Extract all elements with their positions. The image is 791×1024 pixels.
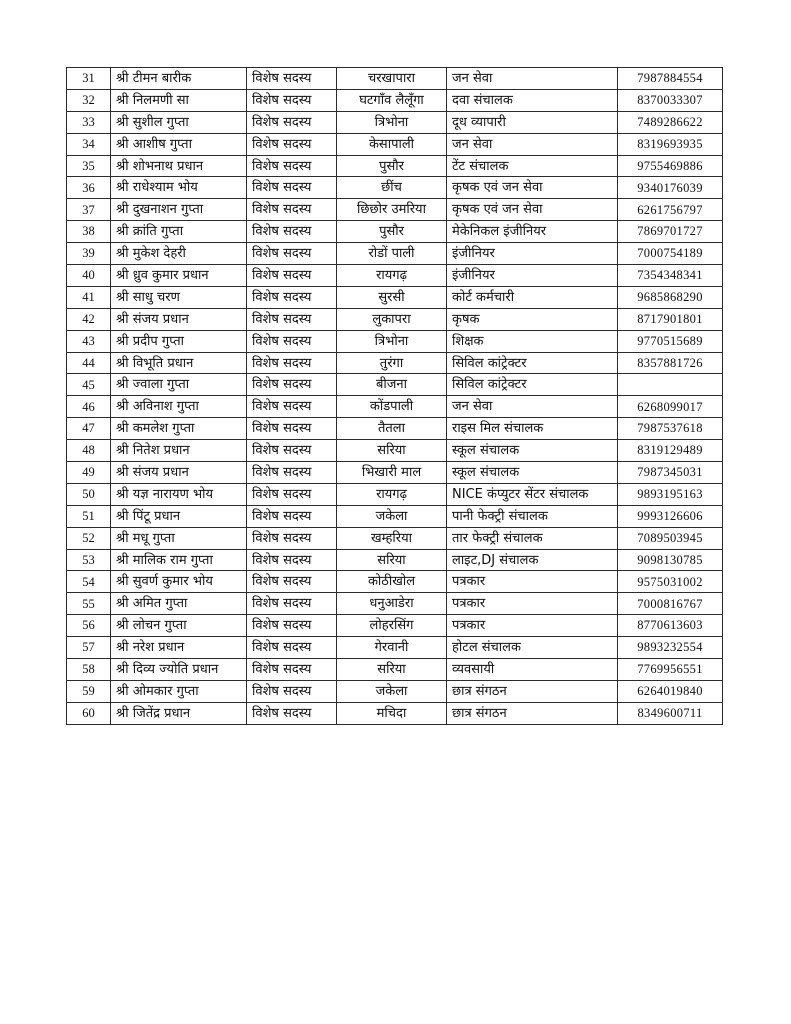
- cell-place: सरिया: [337, 659, 447, 681]
- cell-phone-number: 9685868290: [618, 286, 723, 308]
- cell-designation: विशेष सदस्य: [247, 418, 337, 440]
- cell-member-name: श्री पिंटू प्रधान: [111, 505, 247, 527]
- cell-phone-number: 8349600711: [618, 702, 723, 724]
- cell-member-name: श्री टीमन बारीक: [111, 68, 247, 90]
- cell-member-name: श्री नितेश प्रधान: [111, 440, 247, 462]
- cell-place: छींच: [337, 177, 447, 199]
- cell-phone-number: 6261756797: [618, 199, 723, 221]
- cell-place: छिछोर उमरिया: [337, 199, 447, 221]
- cell-member-name: श्री दिव्य ज्योति प्रधान: [111, 659, 247, 681]
- cell-designation: विशेष सदस्य: [247, 89, 337, 111]
- cell-serial-number: 32: [67, 89, 111, 111]
- cell-serial-number: 43: [67, 330, 111, 352]
- cell-serial-number: 42: [67, 308, 111, 330]
- cell-member-name: श्री ध्रुव कुमार प्रधान: [111, 265, 247, 287]
- table-row: [67, 286, 723, 308]
- member-table-body: [67, 68, 723, 725]
- cell-member-name: श्री कमलेश गुप्ता: [111, 418, 247, 440]
- cell-place: सरिया: [337, 440, 447, 462]
- cell-occupation: राइस मिल संचालक: [447, 418, 618, 440]
- cell-place: जकेला: [337, 680, 447, 702]
- cell-member-name: श्री साधु चरण: [111, 286, 247, 308]
- cell-designation: विशेष सदस्य: [247, 111, 337, 133]
- cell-place: खम्हरिया: [337, 527, 447, 549]
- cell-place: पुसौर: [337, 221, 447, 243]
- table-row: [67, 199, 723, 221]
- cell-member-name: श्री लोचन गुप्ता: [111, 615, 247, 637]
- cell-place: रोडों पाली: [337, 243, 447, 265]
- cell-phone-number: 6264019840: [618, 680, 723, 702]
- cell-serial-number: 51: [67, 505, 111, 527]
- cell-designation: विशेष सदस्य: [247, 352, 337, 374]
- cell-designation: विशेष सदस्य: [247, 330, 337, 352]
- cell-designation: विशेष सदस्य: [247, 133, 337, 155]
- cell-serial-number: 58: [67, 659, 111, 681]
- cell-occupation: दवा संचालक: [447, 89, 618, 111]
- cell-serial-number: 57: [67, 637, 111, 659]
- cell-phone-number: [618, 374, 723, 396]
- cell-occupation: सिविल कांट्रेक्टर: [447, 374, 618, 396]
- table-row: [67, 111, 723, 133]
- cell-designation: विशेष सदस्य: [247, 177, 337, 199]
- cell-member-name: श्री ज्वाला गुप्ता: [111, 374, 247, 396]
- cell-designation: विशेष सदस्य: [247, 265, 337, 287]
- cell-phone-number: 7987537618: [618, 418, 723, 440]
- cell-designation: विशेष सदस्य: [247, 286, 337, 308]
- cell-phone-number: 8717901801: [618, 308, 723, 330]
- cell-serial-number: 35: [67, 155, 111, 177]
- cell-serial-number: 52: [67, 527, 111, 549]
- cell-serial-number: 47: [67, 418, 111, 440]
- table-row: [67, 243, 723, 265]
- cell-phone-number: 7987345031: [618, 462, 723, 484]
- table-row: [67, 505, 723, 527]
- cell-occupation: पत्रकार: [447, 571, 618, 593]
- cell-designation: विशेष सदस्य: [247, 483, 337, 505]
- cell-serial-number: 49: [67, 462, 111, 484]
- table-row: [67, 637, 723, 659]
- cell-member-name: श्री दुखनाशन गुप्ता: [111, 199, 247, 221]
- cell-place: लुकापरा: [337, 308, 447, 330]
- cell-place: केसापाली: [337, 133, 447, 155]
- cell-designation: विशेष सदस्य: [247, 462, 337, 484]
- table-row: [67, 615, 723, 637]
- table-row: [67, 352, 723, 374]
- table-row: [67, 440, 723, 462]
- cell-occupation: स्कूल संचालक: [447, 462, 618, 484]
- cell-serial-number: 54: [67, 571, 111, 593]
- cell-phone-number: 8370033307: [618, 89, 723, 111]
- cell-phone-number: 7489286622: [618, 111, 723, 133]
- cell-phone-number: 7769956551: [618, 659, 723, 681]
- table-row: [67, 527, 723, 549]
- cell-place: रायगढ़: [337, 265, 447, 287]
- cell-phone-number: 6268099017: [618, 396, 723, 418]
- cell-designation: विशेष सदस्य: [247, 308, 337, 330]
- cell-occupation: तार फेक्ट्री संचालक: [447, 527, 618, 549]
- cell-phone-number: 7089503945: [618, 527, 723, 549]
- cell-occupation: पत्रकार: [447, 615, 618, 637]
- cell-designation: विशेष सदस्य: [247, 374, 337, 396]
- cell-phone-number: 9893195163: [618, 483, 723, 505]
- cell-occupation: इंजीनियर: [447, 265, 618, 287]
- cell-member-name: श्री प्रदीप गुप्ता: [111, 330, 247, 352]
- cell-place: बीजना: [337, 374, 447, 396]
- cell-designation: विशेष सदस्य: [247, 155, 337, 177]
- cell-designation: विशेष सदस्य: [247, 571, 337, 593]
- cell-designation: विशेष सदस्य: [247, 680, 337, 702]
- table-row: [67, 89, 723, 111]
- cell-occupation: छात्र संगठन: [447, 702, 618, 724]
- cell-place: कोठीखोल: [337, 571, 447, 593]
- cell-member-name: श्री यज्ञ नारायण भोय: [111, 483, 247, 505]
- table-row: [67, 221, 723, 243]
- table-row: [67, 308, 723, 330]
- cell-phone-number: 9893232554: [618, 637, 723, 659]
- cell-place: पुसौर: [337, 155, 447, 177]
- cell-phone-number: 8319693935: [618, 133, 723, 155]
- cell-serial-number: 34: [67, 133, 111, 155]
- cell-serial-number: 41: [67, 286, 111, 308]
- cell-member-name: श्री निलमणी सा: [111, 89, 247, 111]
- cell-member-name: श्री मधू गुप्ता: [111, 527, 247, 549]
- cell-serial-number: 39: [67, 243, 111, 265]
- cell-occupation: व्यवसायी: [447, 659, 618, 681]
- cell-occupation: कोर्ट कर्मचारी: [447, 286, 618, 308]
- table-row: [67, 462, 723, 484]
- table-row: [67, 483, 723, 505]
- cell-occupation: कृषक एवं जन सेवा: [447, 177, 618, 199]
- table-row: [67, 593, 723, 615]
- cell-place: तैतला: [337, 418, 447, 440]
- cell-serial-number: 59: [67, 680, 111, 702]
- cell-member-name: श्री संजय प्रधान: [111, 308, 247, 330]
- cell-designation: विशेष सदस्य: [247, 505, 337, 527]
- cell-occupation: मेकेनिकल इंजीनियर: [447, 221, 618, 243]
- cell-member-name: श्री राधेश्याम भोय: [111, 177, 247, 199]
- cell-serial-number: 37: [67, 199, 111, 221]
- cell-occupation: पत्रकार: [447, 593, 618, 615]
- cell-member-name: श्री शोभनाथ प्रधान: [111, 155, 247, 177]
- cell-place: गेरवानी: [337, 637, 447, 659]
- cell-occupation: टेंट संचालक: [447, 155, 618, 177]
- cell-designation: विशेष सदस्य: [247, 199, 337, 221]
- cell-phone-number: 9098130785: [618, 549, 723, 571]
- cell-serial-number: 48: [67, 440, 111, 462]
- cell-place: कोंडपाली: [337, 396, 447, 418]
- cell-place: जकेला: [337, 505, 447, 527]
- cell-designation: विशेष सदस्य: [247, 68, 337, 90]
- cell-designation: विशेष सदस्य: [247, 615, 337, 637]
- cell-member-name: श्री जितेंद्र प्रधान: [111, 702, 247, 724]
- cell-phone-number: 8770613603: [618, 615, 723, 637]
- cell-designation: विशेष सदस्य: [247, 440, 337, 462]
- cell-member-name: श्री संजय प्रधान: [111, 462, 247, 484]
- cell-designation: विशेष सदस्य: [247, 702, 337, 724]
- cell-place: चरखापारा: [337, 68, 447, 90]
- cell-member-name: श्री विभूति प्रधान: [111, 352, 247, 374]
- cell-occupation: कृषक एवं जन सेवा: [447, 199, 618, 221]
- cell-place: त्रिभोना: [337, 330, 447, 352]
- cell-place: रायगढ़: [337, 483, 447, 505]
- table-row: [67, 155, 723, 177]
- cell-designation: विशेष सदस्य: [247, 396, 337, 418]
- cell-serial-number: 40: [67, 265, 111, 287]
- cell-place: मचिदा: [337, 702, 447, 724]
- table-row: [67, 396, 723, 418]
- table-row: [67, 265, 723, 287]
- cell-occupation: होटल संचालक: [447, 637, 618, 659]
- cell-occupation: जन सेवा: [447, 133, 618, 155]
- table-row: [67, 418, 723, 440]
- cell-phone-number: 7987884554: [618, 68, 723, 90]
- cell-place: सुरसी: [337, 286, 447, 308]
- cell-phone-number: 9770515689: [618, 330, 723, 352]
- cell-serial-number: 56: [67, 615, 111, 637]
- table-row: [67, 702, 723, 724]
- cell-designation: विशेष सदस्य: [247, 637, 337, 659]
- cell-serial-number: 46: [67, 396, 111, 418]
- table-row: [67, 374, 723, 396]
- cell-phone-number: 7354348341: [618, 265, 723, 287]
- cell-phone-number: 7000816767: [618, 593, 723, 615]
- cell-serial-number: 60: [67, 702, 111, 724]
- cell-occupation: कृषक: [447, 308, 618, 330]
- cell-place: घटगाँव लैलूँगा: [337, 89, 447, 111]
- cell-serial-number: 53: [67, 549, 111, 571]
- cell-occupation: लाइट,DJ संचालक: [447, 549, 618, 571]
- cell-designation: विशेष सदस्य: [247, 549, 337, 571]
- cell-designation: विशेष सदस्य: [247, 593, 337, 615]
- table-row: [67, 330, 723, 352]
- cell-place: भिखारी माल: [337, 462, 447, 484]
- cell-phone-number: 7000754189: [618, 243, 723, 265]
- cell-member-name: श्री ओमकार गुप्ता: [111, 680, 247, 702]
- cell-phone-number: 9575031002: [618, 571, 723, 593]
- cell-member-name: श्री अमित गुप्ता: [111, 593, 247, 615]
- cell-occupation: स्कूल संचालक: [447, 440, 618, 462]
- table-row: [67, 133, 723, 155]
- cell-member-name: श्री आशीष गुप्ता: [111, 133, 247, 155]
- cell-place: धनुआडेरा: [337, 593, 447, 615]
- cell-phone-number: 8357881726: [618, 352, 723, 374]
- cell-designation: विशेष सदस्य: [247, 659, 337, 681]
- cell-designation: विशेष सदस्य: [247, 527, 337, 549]
- table-row: [67, 680, 723, 702]
- cell-phone-number: 9993126606: [618, 505, 723, 527]
- cell-occupation: जन सेवा: [447, 68, 618, 90]
- table-row: [67, 549, 723, 571]
- cell-designation: विशेष सदस्य: [247, 243, 337, 265]
- cell-member-name: श्री अविनाश गुप्ता: [111, 396, 247, 418]
- table-row: [67, 177, 723, 199]
- cell-serial-number: 33: [67, 111, 111, 133]
- cell-occupation: छात्र संगठन: [447, 680, 618, 702]
- cell-phone-number: 9755469886: [618, 155, 723, 177]
- cell-member-name: श्री मालिक राम गुप्ता: [111, 549, 247, 571]
- cell-place: तुरंगा: [337, 352, 447, 374]
- cell-serial-number: 31: [67, 68, 111, 90]
- member-list-table: [66, 67, 723, 725]
- cell-occupation: इंजीनियर: [447, 243, 618, 265]
- table-row: [67, 659, 723, 681]
- table-row: [67, 68, 723, 90]
- cell-serial-number: 55: [67, 593, 111, 615]
- cell-phone-number: 9340176039: [618, 177, 723, 199]
- cell-occupation: जन सेवा: [447, 396, 618, 418]
- cell-phone-number: 7869701727: [618, 221, 723, 243]
- cell-serial-number: 38: [67, 221, 111, 243]
- cell-phone-number: 8319129489: [618, 440, 723, 462]
- cell-place: त्रिभोना: [337, 111, 447, 133]
- cell-member-name: श्री क्रांति गुप्ता: [111, 221, 247, 243]
- cell-serial-number: 45: [67, 374, 111, 396]
- cell-serial-number: 36: [67, 177, 111, 199]
- cell-occupation: दूध व्यापारी: [447, 111, 618, 133]
- cell-serial-number: 50: [67, 483, 111, 505]
- cell-member-name: श्री सुशील गुप्ता: [111, 111, 247, 133]
- cell-occupation: NICE कंप्युटर सेंटर संचालक: [447, 483, 618, 505]
- cell-member-name: श्री सुवर्ण कुमार भोय: [111, 571, 247, 593]
- cell-occupation: सिविल कांट्रेक्टर: [447, 352, 618, 374]
- cell-place: सरिया: [337, 549, 447, 571]
- cell-occupation: पानी फेक्ट्री संचालक: [447, 505, 618, 527]
- cell-member-name: श्री नरेश प्रधान: [111, 637, 247, 659]
- cell-designation: विशेष सदस्य: [247, 221, 337, 243]
- cell-place: लोहरसिंग: [337, 615, 447, 637]
- table-row: [67, 571, 723, 593]
- cell-member-name: श्री मुकेश देहरी: [111, 243, 247, 265]
- cell-serial-number: 44: [67, 352, 111, 374]
- cell-occupation: शिक्षक: [447, 330, 618, 352]
